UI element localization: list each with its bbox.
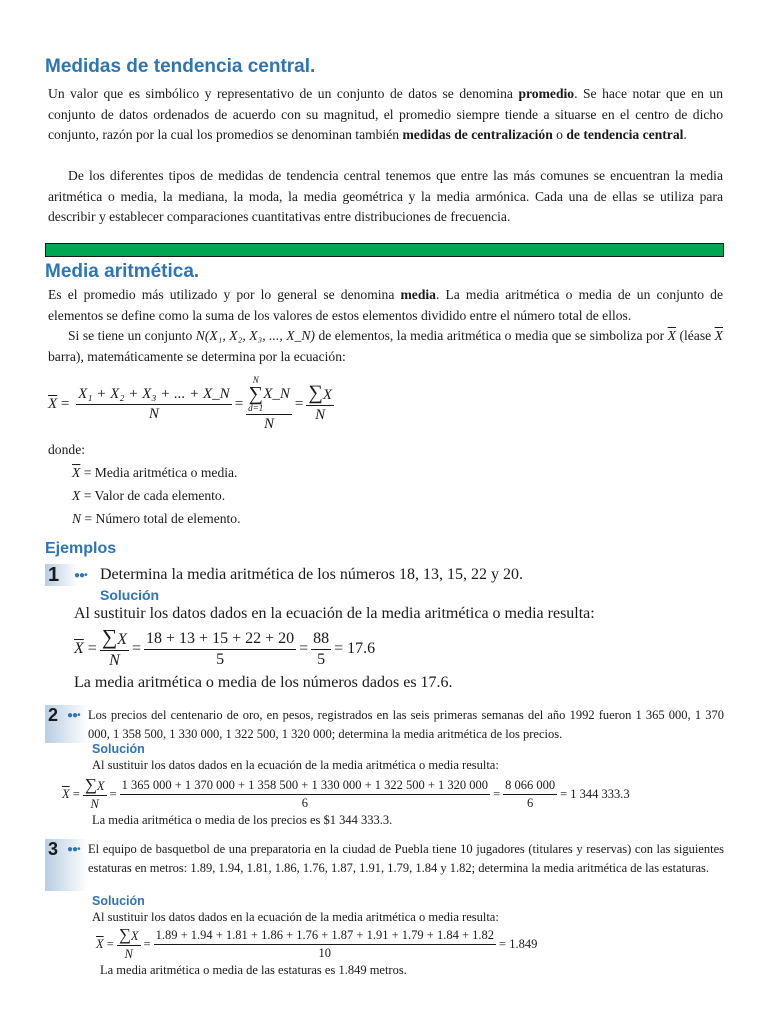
example-1-conclusion: La media aritmética o media de los números dados es 17.6. (74, 674, 453, 691)
example-2-substitution: Al sustituir los datos dados en la ecuación de la media aritmética o media resulta: (92, 758, 499, 772)
example-3-solution-label: Solución (92, 894, 145, 908)
paragraph-promedio: Un valor que es simbólico y representativo de un conjunto de datos se denomina promedio. Se hace notar que en un conjunto de datos ordenados de acuerdo con su magnitud, el promedio siempre tiende a situarse en el centro de dicho conjunto, razón por la cual los promedios se denominan también medidas de centralización o de tendencia central. (48, 86, 724, 142)
where-label: donde: (48, 442, 85, 457)
paragraph-types: De los diferentes tipos de medidas de tendencia central tenemos que entre las más comunes se encuentran la media aritmética o media, la mediana, la moda, la media geométrica y la media armónica. Cada una de ellas se utiliza para describir y establecer comparaciones cuantitativas entre distribuciones de frecuencia. (48, 168, 723, 224)
section-title-arithmetic-mean: Media aritmética. (45, 261, 200, 282)
section-title-central-tendency: Medidas de tendencia central. (45, 56, 316, 77)
paragraph-media-definition: Es el promedio más utilizado y por lo general se denomina media. La media aritmética o media de un conjunto de elementos se define como la suma de los valores de estos elementos dividido entre el número total de ellos. (48, 287, 724, 323)
example-1-solution-label: Solución (100, 587, 160, 603)
example-1-formula: $\overline{X}$ = $\frac{\sum X}{N}$ = $\frac{18 + 13 + 15 + 22 + 20}{5}$ = $\frac{88}{5}$ = 17.6 (74, 625, 376, 669)
section-divider-bar (45, 243, 724, 257)
example-2-conclusion: La media aritmética o media de los precios es $1 344 333.3. (92, 813, 393, 827)
example-1-dots: ●●• (74, 570, 87, 581)
definition-n: N = Número total de elemento. (72, 511, 241, 526)
example-1-statement: Determina la media aritmética de los números 18, 13, 15, 22 y 20. (100, 566, 523, 583)
example-3-statement: El equipo de basquetbol de una preparatoria en la ciudad de Puebla tiene 10 jugadores (titulares y reservas) con las siguientes estaturas en metros: 1.89, 1.94, 1.81, 1.86, 1.76, 1.87, 1.91, 1.79, 1.84 y 1.82; determina la media aritmética de las estaturas. (88, 842, 724, 875)
set-notation: N(X₁, X₂, X₃, ..., X_N) (195, 328, 315, 343)
definition-x: X = Valor de cada elemento. (72, 488, 226, 503)
example-2-statement: Los precios del centenario de oro, en pesos, registrados en las seis primeras semanas del año 1992 fueron 1 365 000, 1 370 000, 1 358 500, 1 330 000, 1 322 500, 1 320 000; determina la media aritmética de los precios. (88, 708, 724, 741)
example-1-substitution: Al sustituir los datos dados en la ecuación de la media aritmética o media resulta: (74, 605, 595, 622)
example-1-badge: 1 (45, 564, 78, 586)
example-3-dots: ●●• (67, 844, 80, 855)
example-3-conclusion: La media aritmética o media de las estaturas es 1.849 metros. (100, 963, 407, 977)
definition-xbar: $\overline{X}$ = Media aritmética o media. (72, 465, 238, 480)
paragraph-media-symbol: Si se tiene un conjunto N(X₁, X₂, X₃, ..., X_N) de elementos, la media aritmética o media que se simboliza por $\overline{X}$ (léase $\overline{X}$ barra), matemáticamente se determina por la ecuación: (48, 328, 723, 364)
example-2-solution-label: Solución (92, 742, 145, 756)
example-3-badge: 3 (45, 839, 88, 891)
example-2-badge: 2 (45, 705, 88, 743)
mean-formula: $\overline{X}$ = $\frac{\text{X₁ + X₂ + X₃ + ... + X\_N}}{N}$ = N ∑ d=1 X_N N = $\frac{\sum X}{N}$ (48, 375, 332, 432)
example-2-formula: $\overline{X}$ = $\frac{\sum X}{N}$ = 1 365 000 + 1 370 000 + 1 358 500 + 1 330 000 + 1 322 500 + 1 320 000 6 = $\frac{8 066 000}{6}$ = 1 344 333.3 (62, 774, 630, 811)
example-3-substitution: Al sustituir los datos dados en la ecuación de la media aritmética o media resulta: (92, 910, 499, 924)
example-2-dots: ●●• (67, 710, 80, 721)
example-3-formula: $\overline{X}$ = $\frac{\sum X}{N}$ = 1.89 + 1.94 + 1.81 + 1.86 + 1.76 + 1.87 + 1.91 + 1.79 + 1.84 + 1.82 10 = 1.849 (96, 924, 538, 961)
examples-title: Ejemplos (45, 540, 117, 557)
